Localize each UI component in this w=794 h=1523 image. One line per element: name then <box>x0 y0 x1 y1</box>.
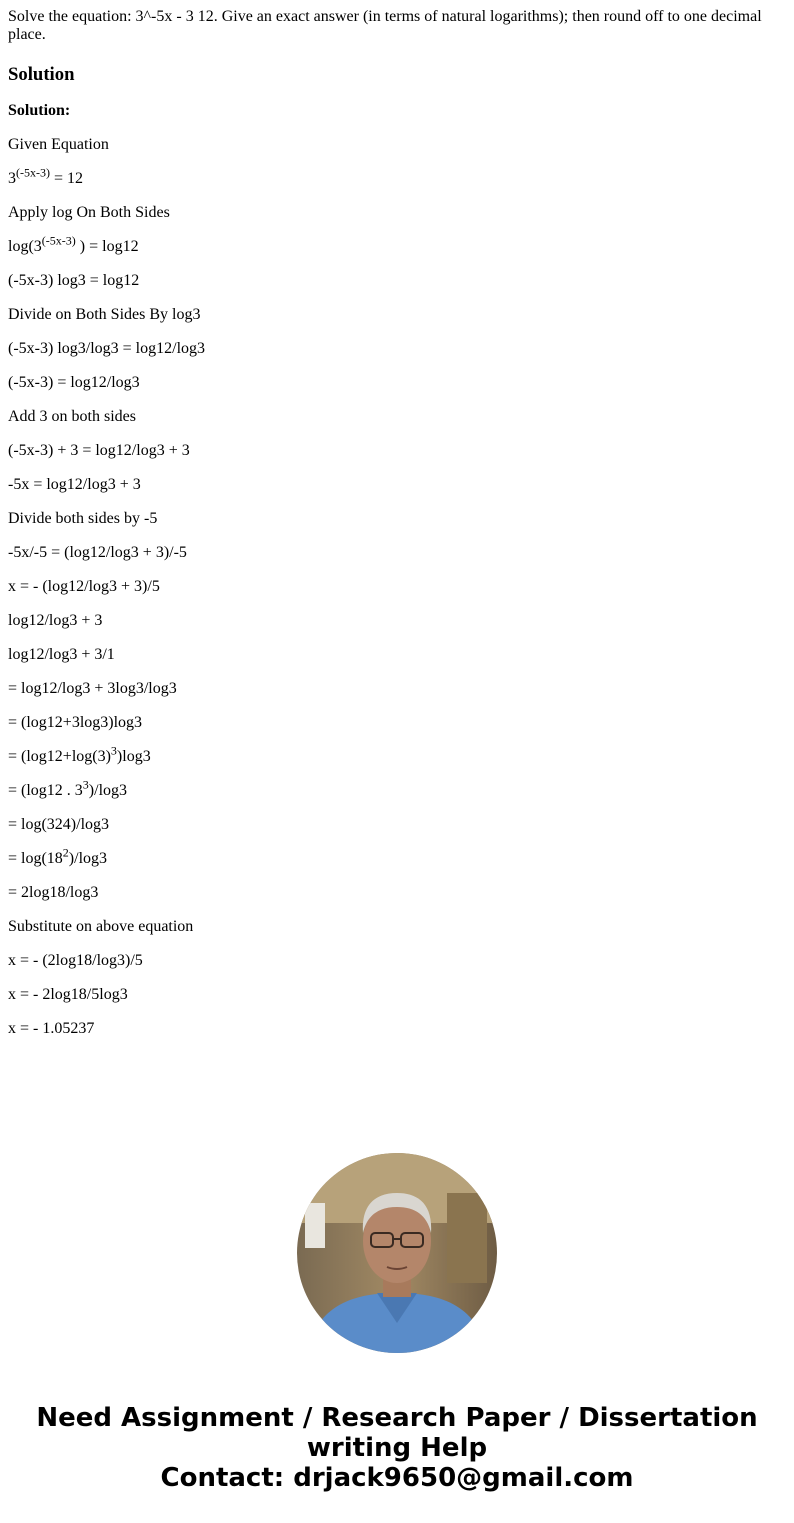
step-line: Divide on Both Sides By log3 <box>8 306 201 323</box>
step-line: $\log(3^{(-5x-3)}$ ) = log12 <box>8 233 139 255</box>
step-line: -5x = log12/log3 + 3 <box>8 476 141 493</box>
contact-email: Contact: drjack9650@gmail.com <box>160 1463 634 1493</box>
step-line: Divide both sides by -5 <box>8 510 158 527</box>
step-line: Apply log On Both Sides <box>8 204 170 221</box>
step-line: (-5x-3) log3 = log12 <box>8 272 140 289</box>
contact-banner <box>0 1403 794 1493</box>
banner-line: Need Assignment / Research Paper / Dissertation <box>36 1403 758 1433</box>
step-line: x = - 2log18/5log3 <box>8 986 128 1003</box>
step-line: $3^{(-5x-3)} = 12$ <box>8 165 84 187</box>
solution-heading: Solution <box>8 64 75 85</box>
step-line: (-5x-3) = log12/log3 <box>8 374 140 391</box>
step-line: Substitute on above equation <box>8 918 194 935</box>
step-line: -5x/-5 = (log12/log3 + 3)/-5 <box>8 544 187 561</box>
step-line: (-5x-3) + 3 = log12/log3 + 3 <box>8 442 190 459</box>
step-line: log12/log3 + 3/1 <box>8 646 115 663</box>
author-photo <box>297 1153 497 1353</box>
step-line: x = - (log12/log3 + 3)/5 <box>8 578 160 595</box>
step-line: log12/log3 + 3 <box>8 612 103 629</box>
banner-line: writing Help <box>306 1433 488 1463</box>
step-line: x = - (2log18/log3)/5 <box>8 952 143 969</box>
question-text: Solve the equation: 3^-5x - 3 12. Give an exact answer (in terms of natural logarithms); then round off to one decimal place. <box>8 8 762 43</box>
step-line: = $\log(18^2)/\log 3$ <box>8 845 108 867</box>
step-line: (-5x-3) log3/log3 = log12/log3 <box>8 340 206 357</box>
step-line: = $(\log 12+\log(3)^3)\log 3$ <box>8 743 151 765</box>
step-line: = 2log18/log3 <box>8 884 99 901</box>
step-line: Add 3 on both sides <box>8 408 136 425</box>
step-line: = log12/log3 + 3log3/log3 <box>8 680 177 697</box>
solution-subheading: Solution: <box>8 102 71 119</box>
step-line: = (log12 . $3^3)/\log 3$ <box>8 777 128 799</box>
author-portrait-icon <box>297 1153 497 1353</box>
step-line: Given Equation <box>8 136 109 153</box>
final-answer: x = - 1.05237 <box>8 1020 95 1037</box>
step-line: = log(324)/log3 <box>8 816 110 833</box>
step-line: = (log12+3log3)log3 <box>8 714 143 731</box>
